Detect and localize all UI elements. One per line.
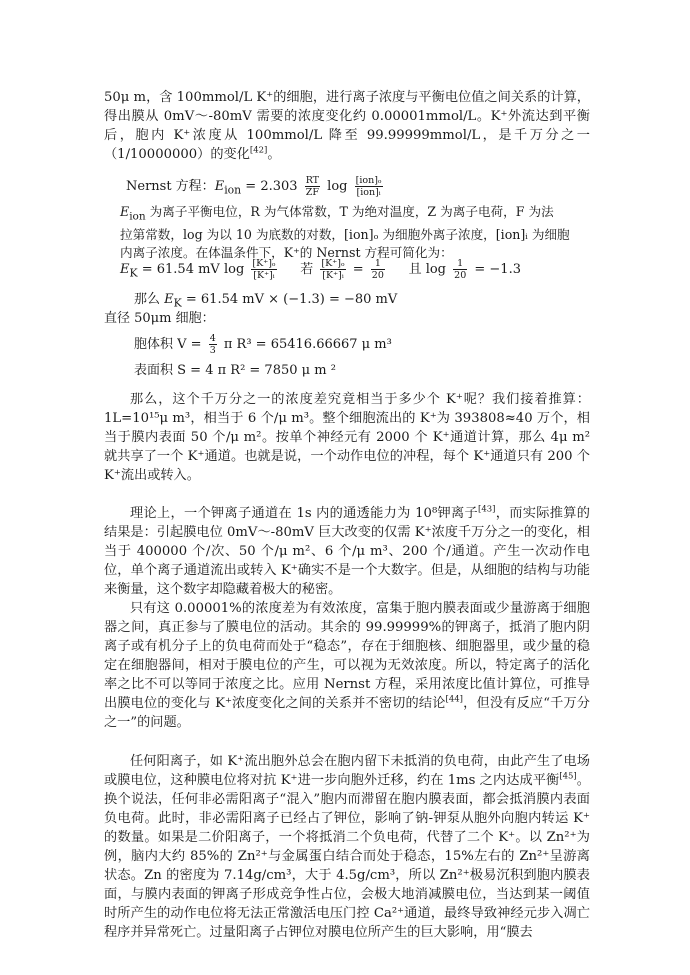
para1-text: 50μ m，含 100mmol/L K⁺的细胞，进行离子浓度与平衡电位值之间关系的计算，得出膜从 0mV～-80mV 需要的浓度变化约 0.00001mmol/L。K⁺外流达到平衡后，胞内 K⁺浓度从 100mmol/L 降至 99.99999mmol/L，是千万分之一（1/10000000）的变化 xyxy=(104,90,590,162)
para1-end: 。 xyxy=(267,147,281,162)
paragraph-channel-capacity: 理论上，一个钾离子通道在 1s 内的通透能力为 10⁸钾离子[43]，而实际推算的结果是：引起膜电位 0mV～-80mV 巨大改变的仅需 K⁺浓度千万分之一的变化，相当于 400000 个/次、50 个/μ m²、6 个/μ m³、200 个/通道。产生一次动作电位，单个离子通道流出或转入 K⁺确实不是一个大数字。但是，从细胞的结构与功能来衡量，这个数字却隐藏着极大的秘密。 xyxy=(104,504,590,597)
citation-42: [42] xyxy=(249,145,268,156)
nernst-coefficient: = 2.303 xyxy=(245,179,298,194)
citation-43: [43] xyxy=(478,504,496,515)
nernst-equation xyxy=(126,175,386,200)
paragraph-calculation: 那么，这个千万分之一的浓度差究竟相当于多少个 K⁺呢？我们接着推算：1L=10¹⁵μ m³，相当于 6 个/μ m³。整个细胞流出的 K⁺为 393808≈40 万个，相当于膜内表面 50 个/μ m²。按单个神经元有 2000 个 K⁺通道计算，那么 4μ m² 就共享了一个 K⁺通道。也就是说，一个动作电位的冲程，每个 K⁺通道只有 200 个 K⁺流出或转入。 xyxy=(104,392,590,483)
paragraph-cations: 任何阳离子，如 K⁺流出胞外总会在胞内留下未抵消的负电荷，由此产生了电场或膜电位，这种膜电位将对抗 K⁺进一步向胞外迁移，约在 1ms 之内达成平衡[45]。换个说法，任何非必需阳离子“混入”胞内而滞留在胞内膜表面，都会抵消膜内表面负电荷。此时，非必需阳离子已经占了钾位，影响了钠-钾泵从胞外向胞内转运 K⁺的数量。如果是二价阳离子，一个将抵消二个负电荷，代替了二个 K⁺。以 Zn²⁺为例，脑内大约 85%的 Zn²⁺与金属蛋白结合而处于稳态，15%左右的 Zn²⁺呈游离状态。Zn 的密度为 7.14g/cm³，大于 4.5g/cm³，所以 Zn²⁺极易沉积到胞内膜表面，与膜内表面的钾离子形成竞争性占位，会极大地消减膜电位，当达到某一阈值时所产生的动作电位将无法正常激活电压门控 Ca²⁺通道，最终导致神经元步入凋亡程序并异常死亡。过量阳离子占钾位对膜电位所产生的巨大影响，用“膜去 xyxy=(104,754,590,940)
citation-44: [44] xyxy=(445,694,463,705)
nernst-lhs-sub: ion xyxy=(224,183,242,197)
ek-result: 那么 $E_K = 61.54$ mV × (−1.3) = −80 mV xyxy=(134,292,398,310)
volume-equation: 胞体积 V = $\frac{4}{3}$ π R³ = 65416.66667 μ m³ xyxy=(134,333,392,356)
area-equation: 表面积 S = 4 π R² = 7850 μ m ² xyxy=(134,363,336,378)
nernst-label: Nernst 方程： xyxy=(126,179,215,194)
paragraph-effective-concentration: 只有这 0.00001%的浓度差为有效浓度，富集于胞内膜表面或少量游离于细胞器之间，真正参与了膜电位的活动。其余的 99.99999%的钾离子，抵消了胞内阴离子或有机分子上的负电荷而处于“稳态”，存在于细胞核、细胞器里，或少量的稳定在细胞器间，相对于膜电位的产生，可以视为无效浓度。所以，特定离子的活化率之比不可以等同于浓度之比。应用 Nernst 方程，采用浓度比值计算位，可推导出膜电位的变化与 K⁺浓度变化之间的关系并不密切的结论[44]，但没有反应“千万分之一”的问题。 xyxy=(104,601,590,730)
nernst-log: log xyxy=(327,179,348,194)
ek-equation: $E_K = 61.54$ mV log $\frac{\text{[K⁺]ₒ}}{\text{[K⁺]ᵢ}}$ 若 $\frac{\text{[K⁺]ₒ}}{\text{[K⁺]ᵢ}}$ = $\frac{1}{20}$ 且 log $\frac{1}{20}$ = −1.3 xyxy=(120,258,521,281)
nernst-description: $E_{ion}$ 为离子平衡电位，R 为气体常数，T 为绝对温度，Z 为离子电荷，F 为法 拉第常数，log 为以 10 为底数的对数，[ion]ₒ 为细胞外离子浓度，[ion]ᵢ 为细胞 内离子浓度。在体温条件下，K⁺的 Nernst 方程可简化为： xyxy=(120,204,570,260)
nernst-lhs: E xyxy=(214,179,225,194)
citation-45: [45] xyxy=(559,771,577,782)
diameter-line: 直径 50μm 细胞： xyxy=(104,311,215,326)
paragraph-nernst-intro xyxy=(104,88,590,164)
ion-ratio-fraction: $\frac{\text{[ion]ₒ}}{\text{[ion]ᵢ}}$ xyxy=(355,175,382,198)
rt-zf-fraction: $\frac{RT}{ZF}$ xyxy=(305,175,320,198)
